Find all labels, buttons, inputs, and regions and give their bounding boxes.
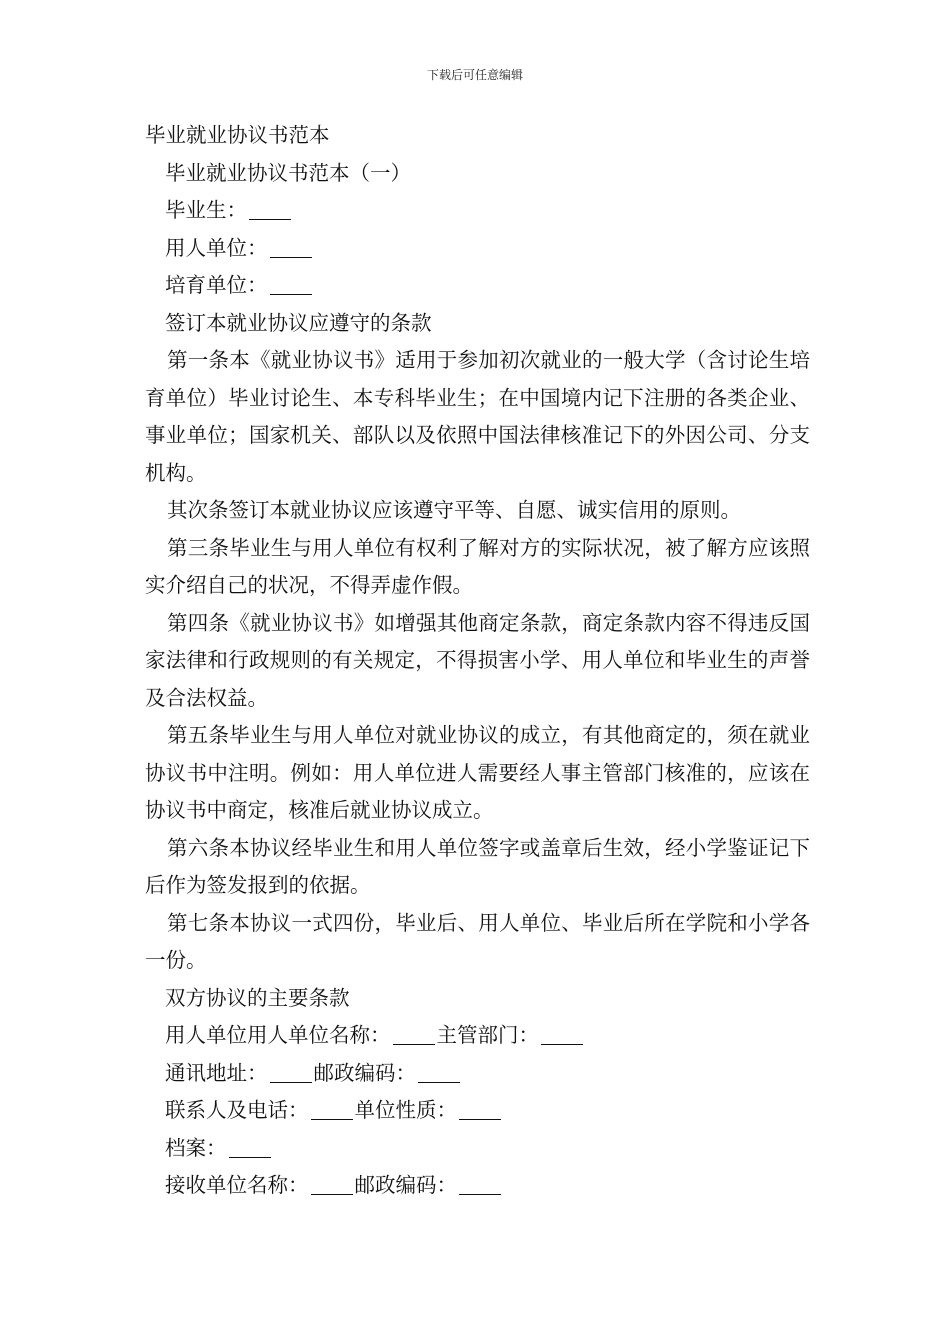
party-label: 用人单位：	[165, 235, 268, 260]
document-subtitle: 毕业就业协议书范本（一）	[165, 160, 411, 185]
field-label: 通讯地址：	[165, 1060, 268, 1085]
page-header-note: 下载后可任意编辑	[426, 68, 523, 82]
field-label: 用人单位用人单位名称：	[165, 1023, 391, 1047]
field-label: 主管部门：	[436, 1023, 539, 1047]
fill-blank	[393, 1024, 435, 1045]
fill-blank	[459, 1174, 501, 1195]
party-training-unit	[145, 267, 810, 305]
fill-blank	[541, 1024, 583, 1045]
article-paragraph: 第六条本协议经毕业生和用人单位签字或盖章后生效，经小学鉴证记下后作为签发报到的依据。	[145, 835, 810, 897]
fill-blank	[459, 1099, 501, 1120]
field-row-unit	[145, 1017, 810, 1055]
party-label: 培育单位：	[165, 273, 268, 297]
article-paragraph: 第一条本《就业协议书》适用于参加初次就业的一般大学（含讨论生培育单位）毕业讨论生、本专科毕业生；在中国境内记下注册的各类企业、事业单位；国家机关、部队以及依照中国法律核准记下的外因公司、分支机构。	[145, 348, 810, 485]
article-paragraph: 第五条毕业生与用人单位对就业协议的成立，有其他商定的，须在就业协议书中注明。例如：用人单位进人需要经人事主管部门核准的，应该在协议书中商定，核准后就业协议成立。	[145, 723, 810, 822]
fill-blank	[270, 237, 312, 258]
field-label: 接收单位名称：	[165, 1173, 309, 1197]
fill-blank	[270, 274, 312, 295]
field-row-receiver	[145, 1167, 810, 1205]
section-heading: 双方协议的主要条款	[165, 985, 350, 1010]
fill-blank	[418, 1062, 460, 1083]
article-paragraph: 第七条本协议一式四份，毕业后、用人单位、毕业后所在学院和小学各一份。	[145, 910, 810, 972]
field-label: 单位性质：	[354, 1098, 457, 1122]
field-row-contact	[145, 1092, 810, 1130]
field-label: 邮政编码：	[313, 1060, 416, 1085]
fill-blank	[311, 1099, 353, 1120]
document-body	[145, 117, 810, 1205]
article-paragraph: 第四条《就业协议书》如增强其他商定条款，商定条款内容不得违反国家法律和行政规则的有关规定，不得损害小学、用人单位和毕业生的声誉及合法权益。	[145, 610, 810, 710]
field-row-archive	[145, 1130, 810, 1168]
field-row-address	[145, 1055, 810, 1093]
party-employer	[145, 230, 810, 268]
fill-blank	[249, 199, 291, 220]
fill-blank	[311, 1174, 353, 1195]
article-paragraph: 其次条签订本就业协议应该遵守平等、自愿、诚实信用的原则。	[167, 498, 741, 522]
field-label: 档案：	[165, 1135, 227, 1160]
document-title: 毕业就业协议书范本	[145, 123, 330, 147]
party-label: 毕业生：	[165, 198, 247, 222]
fill-blank	[229, 1137, 271, 1158]
field-label: 联系人及电话：	[165, 1098, 309, 1122]
section-heading: 签订本就业协议应遵守的条款	[165, 310, 432, 335]
article-paragraph: 第三条毕业生与用人单位有权利了解对方的实际状况，被了解方应该照实介绍自己的状况，不得弄虚作假。	[145, 535, 810, 597]
party-graduate	[145, 192, 810, 230]
fill-blank	[270, 1062, 312, 1083]
field-label: 邮政编码：	[354, 1173, 457, 1197]
